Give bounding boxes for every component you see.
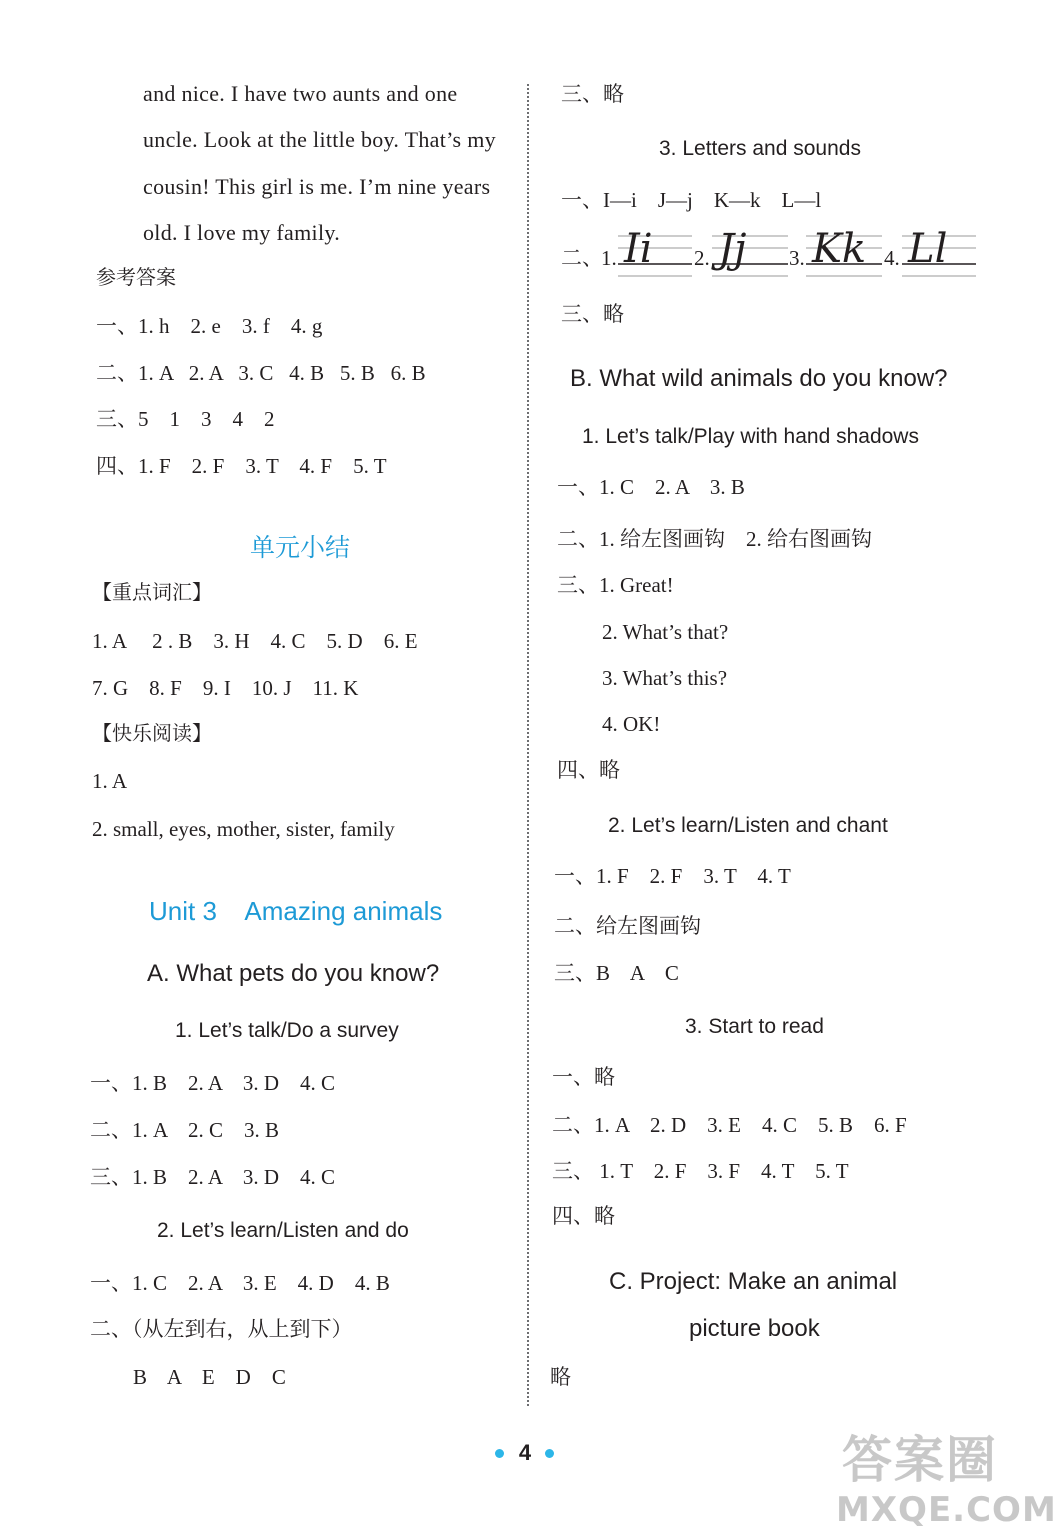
passage-line-3: cousin! This girl is me. I’m nine years xyxy=(143,174,491,199)
vocab-row: 7. G 8. F 9. I 10. J 11. K xyxy=(92,676,359,700)
handwriting-box xyxy=(712,226,788,280)
answer-row: 一、略 xyxy=(552,1065,615,1089)
handwriting-box xyxy=(902,226,976,280)
answer-row: 三、B A C xyxy=(554,961,679,985)
section-c-title-line2: picture book xyxy=(689,1315,820,1342)
unit-title: Unit 3 Amazing animals xyxy=(149,896,443,926)
answer-row: 一、1. C 2. A 3. E 4. D 4. B xyxy=(90,1271,390,1295)
answers-label: 参考答案 xyxy=(96,265,176,289)
answer-row: 三、1. Great! xyxy=(557,573,674,597)
handwriting-letters: Ii xyxy=(624,226,653,272)
answer-row: 三、 1. T 2. F 3. F 4. T 5. T xyxy=(552,1159,849,1183)
reading-answer-1: 1. A xyxy=(92,769,128,793)
passage-line-1: and nice. I have two aunts and one xyxy=(143,81,458,106)
handwriting-num: 3. xyxy=(789,246,805,270)
a2-title: 2. Let’s learn/Listen and do xyxy=(157,1219,409,1242)
handwriting-letters: Kk xyxy=(812,226,867,272)
column-divider xyxy=(527,84,529,1406)
answer-row: 4. OK! xyxy=(602,712,661,736)
watermark-site: MXQE.COM xyxy=(836,1490,1057,1530)
b3-title: 3. Start to read xyxy=(685,1015,824,1038)
summary-title: 单元小结 xyxy=(250,533,351,562)
answer-row: 三、略 xyxy=(561,302,624,326)
answer-row: 3. What’s this? xyxy=(602,666,728,690)
handwriting-num: 2. xyxy=(694,246,710,270)
handwriting-letters: Ll xyxy=(908,226,948,272)
passage-line-2: uncle. Look at the little boy. That’s my xyxy=(143,127,496,152)
answer-row: 二、1. A 2. D 3. E 4. C 5. B 6. F xyxy=(552,1113,907,1137)
answer-row: 略 xyxy=(550,1365,571,1389)
answer-row: 2. What’s that? xyxy=(602,620,729,644)
answer-row: 三、5 1 3 4 2 xyxy=(96,407,275,431)
vocab-label: 【重点词汇】 xyxy=(92,580,212,604)
a1-title: 1. Let’s talk/Do a survey xyxy=(175,1019,399,1042)
section-a-title: A. What pets do you know? xyxy=(147,960,440,987)
answer-row: 三、略 xyxy=(561,82,624,106)
answer-row: 一、1. B 2. A 3. D 4. C xyxy=(90,1071,336,1095)
answer-row: 二、（从左到右，从上到下） xyxy=(90,1317,353,1341)
answer-row: 一、1. h 2. e 3. f 4. g xyxy=(96,314,323,338)
section-b-title: B. What wild animals do you know? xyxy=(570,365,948,392)
handwriting-num: 4. xyxy=(884,246,900,270)
answer-row: 四、1. F 2. F 3. T 4. F 5. T xyxy=(96,454,387,478)
reading-label: 【快乐阅读】 xyxy=(92,721,212,745)
a3-title: 3. Letters and sounds xyxy=(659,137,861,160)
page-number: 4 xyxy=(518,1440,532,1465)
handwriting-prefix: 二、 xyxy=(561,246,603,270)
answer-row: 一、1. C 2. A 3. B xyxy=(557,475,745,499)
order-letters: B A E D C xyxy=(133,1365,286,1389)
b2-title: 2. Let’s learn/Listen and chant xyxy=(608,814,888,837)
handwriting-num: 1. xyxy=(601,246,617,270)
answer-row: 一、I—i J—j K—k L—l xyxy=(561,188,822,212)
section-c-title: C. Project: Make an animal xyxy=(609,1268,898,1295)
answer-row: 四、略 xyxy=(552,1204,615,1228)
answer-row: 一、1. F 2. F 3. T 4. T xyxy=(554,864,791,888)
answer-row: 二、1. A 2. C 3. B xyxy=(90,1118,280,1142)
vocab-row: 1. A 2 . B 3. H 4. C 5. D 6. E xyxy=(92,629,418,653)
b1-title: 1. Let’s talk/Play with hand shadows xyxy=(582,425,919,448)
passage-line-4: old. I love my family. xyxy=(143,220,341,245)
handwriting-box xyxy=(806,226,882,280)
handwriting-box xyxy=(618,226,692,280)
watermark-logo: 答案圈 xyxy=(842,1431,998,1489)
handwriting-letters: Jj xyxy=(718,226,747,272)
answer-row: 四、略 xyxy=(557,758,620,782)
answer-row: 三、1. B 2. A 3. D 4. C xyxy=(90,1165,336,1189)
page-number-dot-right xyxy=(545,1449,554,1458)
answer-row: 二、给左图画钩 xyxy=(554,914,701,938)
reading-answer-2: 2. small, eyes, mother, sister, family xyxy=(92,817,395,841)
answer-row: 二、1. A 2. A 3. C 4. B 5. B 6. B xyxy=(96,361,426,385)
answer-row: 二、1. 给左图画钩 2. 给右图画钩 xyxy=(557,527,872,551)
